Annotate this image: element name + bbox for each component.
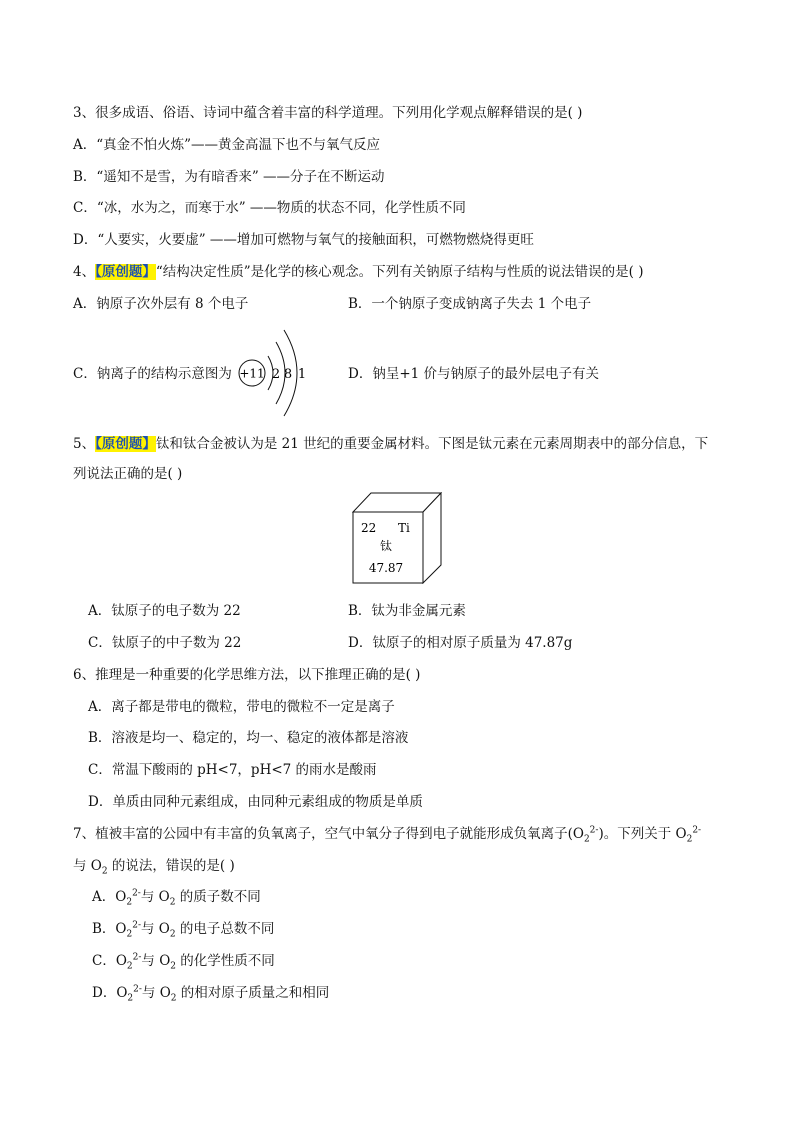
option-text: A．O	[92, 889, 127, 905]
nucleus-charge: +11	[239, 366, 265, 381]
q3-stem: 3、很多成语、俗语、诗词中蕴含着丰富的科学道理。下列用化学观点解释错误的是( )	[73, 105, 583, 121]
subscript: 2	[101, 866, 108, 877]
q4-option-c: C．钠离子的结构示意图为	[73, 366, 232, 382]
q6-option-a: A．离子都是带电的微粒，带电的微粒不一定是离子	[88, 699, 395, 715]
q7-option-b	[92, 920, 274, 938]
option-text: C．O	[92, 953, 127, 969]
superscript: 2-	[133, 984, 142, 995]
subscript: 2	[170, 961, 177, 972]
subscript: 2	[583, 834, 590, 845]
q3-option-d: D．“人要实，火要虚” ——增加可燃物与氧气的接触面积，可燃物燃烧得更旺	[73, 232, 534, 248]
q7-stem-line2	[73, 857, 235, 875]
q3-option-a: A．“真金不怕火炼”——黄金高温下也不与氧气反应	[73, 137, 381, 153]
option-text: 与 O	[141, 953, 171, 969]
q7-stem-text: 与 O	[73, 858, 102, 874]
option-text: 的化学性质不同	[176, 953, 275, 969]
superscript: 2-	[132, 920, 142, 931]
q5-option-c: C．钛原子的中子数为 22	[88, 635, 242, 651]
q7-stem-text: 的说法，错误的是( )	[107, 858, 235, 874]
option-text: B．O	[92, 921, 127, 937]
subscript: 2	[126, 961, 133, 972]
atomic-number: 22	[361, 521, 377, 535]
q5-option-b: B．钛为非金属元素	[348, 603, 466, 619]
superscript: 2-	[589, 825, 599, 836]
superscript: 2-	[132, 888, 141, 899]
q6-option-c: C．常温下酸雨的 pH<7，pH<7 的雨水是酸雨	[88, 762, 377, 778]
q6-option-d: D．单质由同种元素组成，由同种元素组成的物质是单质	[88, 794, 423, 810]
q5-stem-line1	[73, 435, 708, 453]
subscript: 2	[169, 897, 176, 908]
subscript: 2	[686, 834, 693, 845]
q7-option-d	[92, 984, 329, 1002]
q4-stem-line	[73, 263, 643, 281]
q4-option-d: D．钠呈+1 价与钠原子的最外层电子有关	[348, 366, 600, 382]
option-text: 与 O	[141, 985, 171, 1001]
option-text: 的电子总数不同	[175, 921, 275, 937]
q7-stem-line1	[73, 825, 701, 843]
option-text: 与 O	[141, 921, 170, 937]
subscript: 2	[169, 929, 176, 940]
option-text: 的相对原子质量之和相同	[176, 985, 330, 1001]
q7-stem-text: 7、植被丰富的公园中有丰富的负氧离子，空气中氧分子得到电子就能形成负氧离子(O	[73, 826, 584, 842]
q4-option-a: A．钠原子次外层有 8 个电子	[73, 296, 249, 312]
superscript: 2-	[692, 825, 702, 836]
option-text: D．O	[92, 985, 128, 1001]
q6-option-b: B．溶液是均一、稳定的，均一、稳定的液体都是溶液	[88, 730, 409, 746]
element-name: 钛	[379, 539, 393, 553]
shell-electrons-2: 8	[283, 367, 293, 382]
shell-electrons-3: 1	[297, 367, 307, 382]
q5-number: 5、	[73, 436, 96, 452]
superscript: 2-	[132, 952, 142, 963]
q7-stem-text: )。下列关于 O	[598, 826, 687, 842]
q5-option-a: A．钛原子的电子数为 22	[88, 603, 241, 619]
atomic-mass: 47.87	[368, 561, 404, 575]
original-question-badge: 【原创题】	[95, 264, 156, 280]
titanium-periodic-cell	[352, 492, 442, 584]
q3-option-c: C．“冰，水为之，而寒于水” ——物质的状态不同，化学性质不同	[73, 200, 466, 216]
element-symbol: Ti	[398, 521, 410, 535]
q4-number: 4、	[73, 264, 96, 280]
q7-option-c	[92, 952, 275, 970]
q3-option-b: B．“遥知不是雪，为有暗香来” ——分子在不断运动	[73, 169, 385, 185]
sodium-ion-structure-diagram	[236, 326, 336, 421]
shell-electrons-1: 2	[271, 367, 281, 382]
q5-stem-1: 钛和钛合金被认为是 21 世纪的重要金属材料。下图是钛元素在元素周期表中的部分信息，下	[155, 436, 709, 452]
subscript: 2	[126, 929, 133, 940]
original-question-badge: 【原创题】	[95, 436, 156, 452]
q7-option-a	[92, 888, 261, 906]
option-text: 的质子数不同	[175, 889, 261, 905]
option-text: 与 O	[140, 889, 170, 905]
subscript: 2	[170, 993, 177, 1004]
subscript: 2	[127, 993, 134, 1004]
q4-option-b: B．一个钠原子变成钠离子失去 1 个电子	[348, 296, 592, 312]
subscript: 2	[126, 897, 133, 908]
q5-option-d: D．钛原子的相对原子质量为 47.87g	[348, 635, 573, 651]
q4-stem: “结构决定性质”是化学的核心观念。下列有关钠原子结构与性质的说法错误的是( )	[155, 264, 644, 280]
q6-stem: 6、推理是一种重要的化学思维方法，以下推理正确的是( )	[73, 667, 421, 683]
q5-stem-line2: 列说法正确的是( )	[73, 466, 183, 482]
